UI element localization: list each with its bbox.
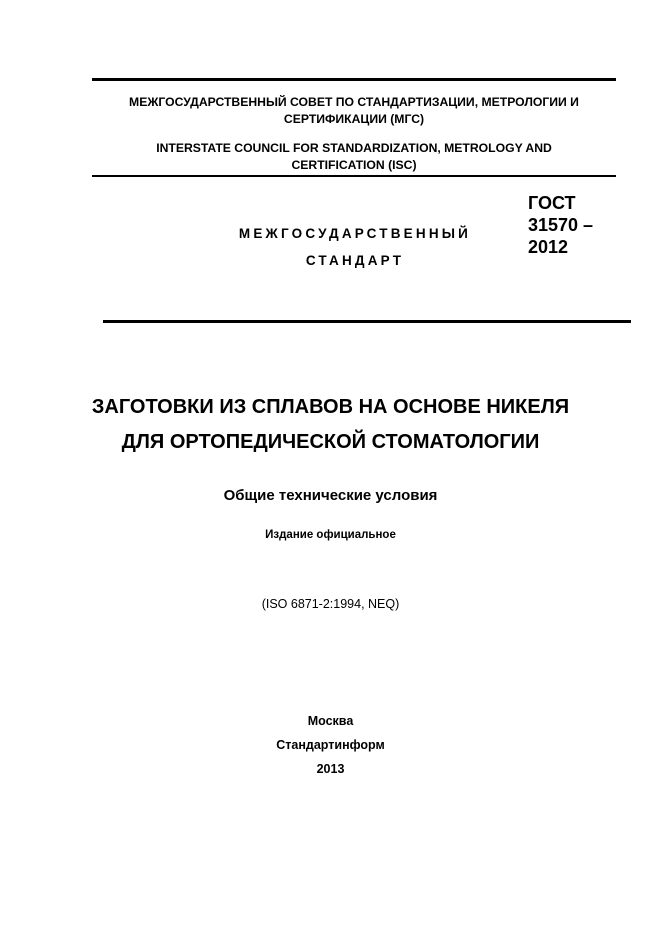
designation-line-1: ГОСТ [528, 193, 576, 213]
imprint-year: 2013 [316, 762, 345, 776]
edition-label: Издание официальное [265, 529, 396, 541]
standard-designation [528, 192, 593, 258]
designation-line-3: 2012 [528, 237, 569, 257]
designation-line-2: 31570 – [528, 215, 594, 235]
section-rule [103, 320, 631, 323]
title-line-2: ДЛЯ ОРТОПЕДИЧЕСКОЙ СТОМАТОЛОГИИ [121, 431, 540, 453]
top-rule [92, 78, 616, 81]
council-en-line-2: CERTIFICATION (ISC) [291, 158, 417, 172]
standard-type-line-2: СТАНДАРТ [305, 253, 405, 268]
standard-type-line-1: МЕЖГОСУДАРСТВЕННЫЙ [238, 226, 472, 241]
imprint [40, 709, 621, 781]
imprint-city: Москва [307, 714, 354, 728]
document-subtitle: Общие технические условия [223, 487, 438, 504]
council-name-en [92, 140, 616, 174]
council-ru-line-1: МЕЖГОСУДАРСТВЕННЫЙ СОВЕТ ПО СТАНДАРТИЗАЦИИ, МЕТРОЛОГИИ И [129, 95, 579, 109]
document-title [40, 390, 621, 460]
header-bottom-rule [92, 175, 616, 177]
council-en-line-1: INTERSTATE COUNCIL FOR STANDARDIZATION, METROLOGY AND [156, 141, 552, 155]
iso-reference: (ISO 6871-2:1994, NEQ) [261, 597, 400, 611]
council-ru-line-2: СЕРТИФИКАЦИИ (МГС) [283, 112, 425, 126]
imprint-publisher: Стандартинформ [276, 738, 385, 752]
council-name-ru [92, 94, 616, 128]
title-line-1: ЗАГОТОВКИ ИЗ СПЛАВОВ НА ОСНОВЕ НИКЕЛЯ [91, 396, 570, 418]
